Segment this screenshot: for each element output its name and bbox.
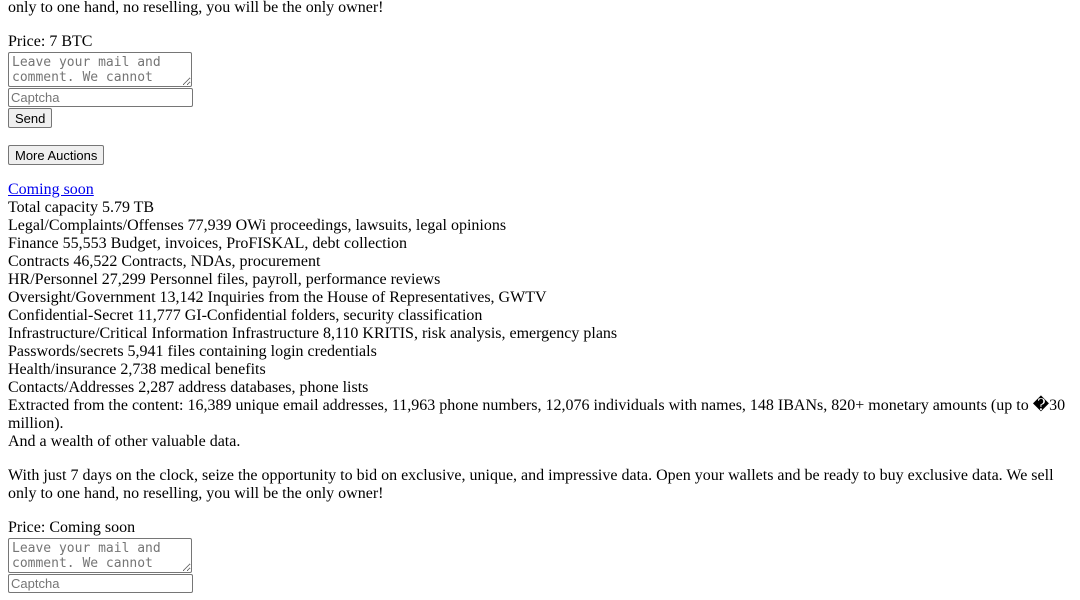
coming-soon-link[interactable]: Coming soon — [8, 181, 94, 198]
category-row: Contacts/Addresses 2,287 address databases, phone lists — [8, 379, 369, 396]
auction-2-price — [8, 519, 1072, 537]
category-row: Confidential-Secret 11,777 GI-Confidential folders, security classification — [8, 307, 483, 324]
category-row: Oversight/Government 13,142 Inquiries from the House of Representatives, GWTV — [8, 289, 547, 306]
auction-2-contact-form — [8, 538, 1072, 593]
price-value: Coming soon — [49, 519, 136, 536]
captcha-input[interactable] — [8, 88, 193, 107]
category-list — [8, 217, 1072, 397]
more-auctions-wrap — [8, 145, 1072, 165]
wealth-note: And a wealth of other valuable data. — [8, 433, 241, 450]
auction-1-contact-form — [8, 52, 1072, 128]
auction-1-price — [8, 33, 1072, 51]
price-label: Price: — [8, 519, 46, 536]
category-row: Infrastructure/Critical Information Infrastructure 8,110 KRITIS, risk analysis, emergency plans — [8, 325, 618, 342]
comment-textarea[interactable] — [8, 52, 192, 87]
category-row: Legal/Complaints/Offenses 77,939 OWi proceedings, lawsuits, legal opinions — [8, 217, 507, 234]
auction-2-pitch: With just 7 days on the clock, seize the opportunity to bid on exclusive, unique, and impressive data. Open your wallets and be ready to buy exclusive data. We sell only to one hand, no reselling, you will be the only owner! — [8, 467, 1054, 502]
category-row: Passwords/secrets 5,941 files containing login credentials — [8, 343, 377, 360]
category-row: Health/insurance 2,738 medical benefits — [8, 361, 266, 378]
auction-block-2 — [8, 181, 1072, 593]
category-row: Contracts 46,522 Contracts, NDAs, procurement — [8, 253, 321, 270]
total-capacity: Total capacity 5.79 TB — [8, 199, 155, 216]
send-button[interactable]: Send — [8, 108, 52, 128]
category-row: Finance 55,553 Budget, invoices, ProFISKAL, debt collection — [8, 235, 408, 252]
price-label: Price: — [8, 33, 46, 50]
more-auctions-button[interactable]: More Auctions — [8, 145, 104, 165]
category-row: HR/Personnel 27,299 Personnel files, payroll, performance reviews — [8, 271, 441, 288]
comment-textarea[interactable] — [8, 538, 192, 573]
extracted-summary: Extracted from the content: 16,389 unique email addresses, 11,963 phone numbers, 12,076 individuals with names, 148 IBANs, 820+ monetary amounts (up to �30 million). — [8, 397, 1066, 432]
page-content — [8, 0, 1072, 593]
captcha-input[interactable] — [8, 574, 193, 593]
price-value: 7 BTC — [49, 33, 93, 50]
auction-block-1 — [8, 0, 1072, 128]
auction-1-pitch-tail: only to one hand, no reselling, you will be the only owner! — [8, 0, 384, 16]
